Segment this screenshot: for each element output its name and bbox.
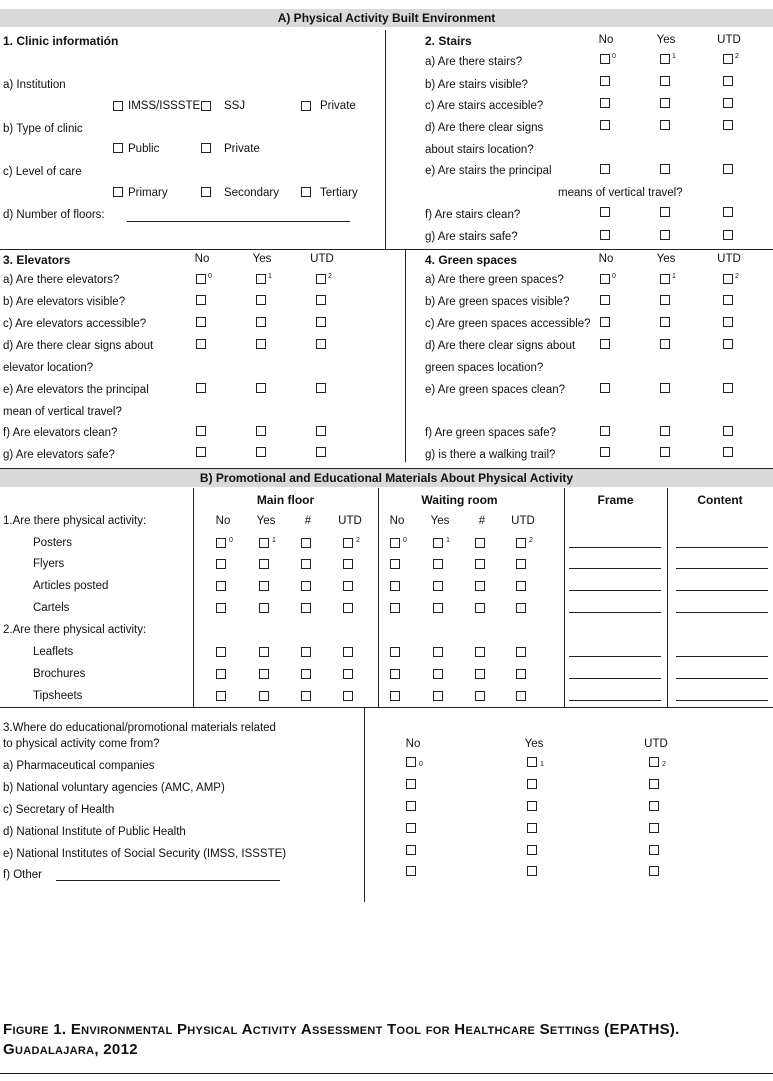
checkbox[interactable] bbox=[433, 581, 443, 591]
response-code: 2 bbox=[328, 273, 332, 280]
item-label: Leaflets bbox=[33, 646, 74, 658]
question-label: elevator location? bbox=[3, 362, 94, 374]
option-label: IMSS/ISSSTE bbox=[128, 100, 201, 112]
checkbox[interactable] bbox=[516, 581, 526, 591]
checkbox[interactable] bbox=[216, 559, 226, 569]
question-label: f) Are elevators clean? bbox=[3, 427, 118, 439]
q3-col-header: UTD bbox=[644, 738, 668, 750]
other-input-line[interactable] bbox=[56, 880, 280, 881]
checkbox[interactable] bbox=[723, 447, 733, 457]
checkbox[interactable] bbox=[113, 101, 123, 111]
checkbox[interactable] bbox=[723, 426, 733, 436]
response-code: 0 bbox=[208, 273, 212, 280]
question-2: 2.Are there physical activity: bbox=[3, 624, 147, 636]
checkbox[interactable] bbox=[660, 274, 670, 284]
checkbox[interactable] bbox=[259, 581, 269, 591]
checkbox[interactable] bbox=[216, 538, 226, 548]
checkbox[interactable] bbox=[316, 274, 326, 284]
divider bbox=[667, 488, 668, 708]
checkbox[interactable] bbox=[475, 538, 485, 548]
content-line[interactable] bbox=[676, 656, 768, 657]
checkbox[interactable] bbox=[301, 101, 311, 111]
response-code: 2 bbox=[529, 537, 533, 544]
checkbox[interactable] bbox=[516, 669, 526, 679]
response-code: 2 bbox=[735, 53, 739, 60]
checkbox[interactable] bbox=[343, 581, 353, 591]
question-label: d) Are there clear signs bbox=[425, 122, 544, 134]
checkbox[interactable] bbox=[527, 801, 537, 811]
frame-line[interactable] bbox=[569, 612, 661, 613]
question-label: g) Are elevators safe? bbox=[3, 449, 115, 461]
item-label: Posters bbox=[33, 537, 72, 549]
checkbox[interactable] bbox=[475, 581, 485, 591]
checkbox[interactable] bbox=[196, 317, 206, 327]
checkbox[interactable] bbox=[600, 120, 610, 130]
checkbox[interactable] bbox=[660, 426, 670, 436]
checkbox[interactable] bbox=[600, 426, 610, 436]
green-col-header: No bbox=[598, 253, 614, 265]
checkbox[interactable] bbox=[216, 647, 226, 657]
sub-col-header: No bbox=[215, 515, 231, 527]
checkbox[interactable] bbox=[390, 603, 400, 613]
checkbox[interactable] bbox=[433, 559, 443, 569]
response-code: 1 bbox=[672, 53, 676, 60]
response-code: 0 bbox=[229, 537, 233, 544]
checkbox[interactable] bbox=[475, 647, 485, 657]
checkbox[interactable] bbox=[316, 339, 326, 349]
checkbox[interactable] bbox=[660, 76, 670, 86]
floors-input-line[interactable] bbox=[127, 221, 350, 222]
frame-header: Frame bbox=[597, 493, 634, 507]
checkbox[interactable] bbox=[600, 447, 610, 457]
elevators-col-header: No bbox=[194, 253, 210, 265]
checkbox[interactable] bbox=[660, 317, 670, 327]
response-code: 1 bbox=[540, 761, 544, 768]
waiting-room-header: Waiting room bbox=[421, 493, 498, 507]
checkbox[interactable] bbox=[113, 143, 123, 153]
checkbox[interactable] bbox=[723, 98, 733, 108]
source-label: c) Secretary of Health bbox=[3, 804, 115, 816]
checkbox[interactable] bbox=[723, 274, 733, 284]
divider bbox=[193, 488, 194, 708]
checkbox[interactable] bbox=[475, 559, 485, 569]
checkbox[interactable] bbox=[516, 538, 526, 548]
checkbox[interactable] bbox=[390, 581, 400, 591]
source-label: d) National Institute of Public Health bbox=[3, 826, 186, 838]
question-3-line2: to physical activity come from? bbox=[3, 738, 160, 750]
checkbox[interactable] bbox=[343, 538, 353, 548]
checkbox[interactable] bbox=[301, 559, 311, 569]
divider bbox=[0, 249, 773, 250]
green-title: 4. Green spaces bbox=[425, 253, 518, 267]
q3-col-header: Yes bbox=[524, 738, 544, 750]
green-col-header: UTD bbox=[717, 253, 741, 265]
checkbox[interactable] bbox=[259, 691, 269, 701]
stairs-col-header: No bbox=[598, 34, 614, 46]
checkbox[interactable] bbox=[723, 76, 733, 86]
response-code: 1 bbox=[672, 273, 676, 280]
green-col-header: Yes bbox=[656, 253, 676, 265]
checkbox[interactable] bbox=[660, 54, 670, 64]
checkbox[interactable] bbox=[600, 76, 610, 86]
main-floor-header: Main floor bbox=[256, 493, 315, 507]
option-label: SSJ bbox=[224, 100, 246, 112]
checkbox[interactable] bbox=[516, 647, 526, 657]
source-label: f) Other bbox=[3, 869, 42, 881]
question-label: e) Are stairs the principal bbox=[425, 165, 552, 177]
question-label: e) Are elevators the principal bbox=[3, 384, 149, 396]
checkbox[interactable] bbox=[723, 207, 733, 217]
checkbox[interactable] bbox=[600, 54, 610, 64]
frame-line[interactable] bbox=[569, 547, 661, 548]
divider bbox=[0, 707, 773, 708]
checkbox[interactable] bbox=[433, 669, 443, 679]
sub-col-header: Yes bbox=[256, 515, 276, 527]
sub-col-header: No bbox=[389, 515, 405, 527]
checkbox[interactable] bbox=[649, 779, 659, 789]
question-label: d) Are there clear signs about bbox=[425, 340, 576, 352]
checkbox[interactable] bbox=[600, 339, 610, 349]
checkbox[interactable] bbox=[649, 845, 659, 855]
sub-col-header: # bbox=[478, 515, 486, 527]
question-label: b) Are green spaces visible? bbox=[425, 296, 570, 308]
response-code: 0 bbox=[403, 537, 407, 544]
frame-line[interactable] bbox=[569, 568, 661, 569]
checkbox[interactable] bbox=[475, 603, 485, 613]
checkbox[interactable] bbox=[201, 143, 211, 153]
section-b-title: B) Promotional and Educational Materials About Physical Activity bbox=[0, 469, 773, 487]
checkbox[interactable] bbox=[660, 339, 670, 349]
checkbox[interactable] bbox=[390, 669, 400, 679]
divider bbox=[564, 488, 565, 708]
checkbox[interactable] bbox=[406, 866, 416, 876]
checkbox[interactable] bbox=[301, 603, 311, 613]
checkbox[interactable] bbox=[600, 383, 610, 393]
checkbox[interactable] bbox=[649, 823, 659, 833]
checkbox[interactable] bbox=[390, 559, 400, 569]
checkbox[interactable] bbox=[660, 120, 670, 130]
checkbox[interactable] bbox=[527, 823, 537, 833]
frame-line[interactable] bbox=[569, 590, 661, 591]
checkbox[interactable] bbox=[723, 383, 733, 393]
checkbox[interactable] bbox=[660, 383, 670, 393]
stairs-col-header: Yes bbox=[656, 34, 676, 46]
institution-label: a) Institution bbox=[3, 79, 66, 91]
checkbox[interactable] bbox=[256, 339, 266, 349]
checkbox[interactable] bbox=[527, 845, 537, 855]
checkbox[interactable] bbox=[256, 426, 266, 436]
checkbox[interactable] bbox=[660, 230, 670, 240]
question-label: b) Are stairs visible? bbox=[425, 79, 528, 91]
response-code: 2 bbox=[356, 537, 360, 544]
question-label: b) Are elevators visible? bbox=[3, 296, 126, 308]
divider bbox=[0, 1073, 773, 1074]
frame-line[interactable] bbox=[569, 700, 661, 701]
checkbox[interactable] bbox=[301, 647, 311, 657]
checkbox[interactable] bbox=[433, 647, 443, 657]
response-code: 0 bbox=[612, 273, 616, 280]
question-label: a) Are there green spaces? bbox=[425, 274, 564, 286]
checkbox[interactable] bbox=[433, 538, 443, 548]
checkbox[interactable] bbox=[196, 383, 206, 393]
checkbox[interactable] bbox=[201, 101, 211, 111]
content-line[interactable] bbox=[676, 547, 768, 548]
question-label: g) is there a walking trail? bbox=[425, 449, 556, 461]
checkbox[interactable] bbox=[259, 559, 269, 569]
checkbox[interactable] bbox=[600, 274, 610, 284]
checkbox[interactable] bbox=[301, 669, 311, 679]
checkbox[interactable] bbox=[723, 230, 733, 240]
question-label: a) Are there stairs? bbox=[425, 56, 523, 68]
checkbox[interactable] bbox=[723, 164, 733, 174]
option-label: Private bbox=[224, 143, 260, 155]
checkbox[interactable] bbox=[406, 779, 416, 789]
divider bbox=[364, 708, 365, 902]
checkbox[interactable] bbox=[406, 845, 416, 855]
checkbox[interactable] bbox=[600, 230, 610, 240]
checkbox[interactable] bbox=[316, 447, 326, 457]
checkbox[interactable] bbox=[527, 757, 537, 767]
checkbox[interactable] bbox=[390, 647, 400, 657]
checkbox[interactable] bbox=[216, 669, 226, 679]
checkbox[interactable] bbox=[256, 317, 266, 327]
checkbox[interactable] bbox=[113, 187, 123, 197]
checkbox[interactable] bbox=[475, 669, 485, 679]
option-label: Secondary bbox=[224, 187, 279, 199]
checkbox[interactable] bbox=[600, 317, 610, 327]
stairs-col-header: UTD bbox=[717, 34, 741, 46]
content-line[interactable] bbox=[676, 568, 768, 569]
checkbox[interactable] bbox=[316, 295, 326, 305]
figure-caption: Figure 1. Environmental Physical Activity Assessment Tool for Healthcare Settings (EPATHS). Guadalajara, 2012 bbox=[3, 1021, 680, 1058]
checkbox[interactable] bbox=[649, 866, 659, 876]
checkbox[interactable] bbox=[196, 426, 206, 436]
question-label: green spaces location? bbox=[425, 362, 544, 374]
checkbox[interactable] bbox=[196, 339, 206, 349]
elevators-col-header: UTD bbox=[310, 253, 334, 265]
checkbox[interactable] bbox=[406, 801, 416, 811]
sub-col-header: # bbox=[304, 515, 312, 527]
checkbox[interactable] bbox=[256, 383, 266, 393]
response-code: 0 bbox=[419, 761, 423, 768]
question-label: c) Are stairs accesible? bbox=[425, 100, 544, 112]
checkbox[interactable] bbox=[259, 669, 269, 679]
clinic-title: 1. Clinic informatión bbox=[3, 34, 119, 48]
frame-line[interactable] bbox=[569, 678, 661, 679]
option-label: Public bbox=[128, 143, 160, 155]
checkbox[interactable] bbox=[723, 120, 733, 130]
checkbox[interactable] bbox=[256, 274, 266, 284]
response-code: 2 bbox=[735, 273, 739, 280]
checkbox[interactable] bbox=[649, 801, 659, 811]
response-code: 1 bbox=[446, 537, 450, 544]
checkbox[interactable] bbox=[600, 164, 610, 174]
checkbox[interactable] bbox=[527, 779, 537, 789]
content-line[interactable] bbox=[676, 700, 768, 701]
checkbox[interactable] bbox=[723, 317, 733, 327]
checkbox[interactable] bbox=[259, 603, 269, 613]
content-header: Content bbox=[697, 493, 743, 507]
checkbox[interactable] bbox=[433, 603, 443, 613]
checkbox[interactable] bbox=[196, 295, 206, 305]
frame-line[interactable] bbox=[569, 656, 661, 657]
checkbox[interactable] bbox=[196, 447, 206, 457]
item-label: Articles posted bbox=[33, 580, 109, 592]
content-line[interactable] bbox=[676, 612, 768, 613]
question-label: e) Are green spaces clean? bbox=[425, 384, 566, 396]
content-line[interactable] bbox=[676, 590, 768, 591]
question-label: d) Are there clear signs about bbox=[3, 340, 154, 352]
checkbox[interactable] bbox=[516, 603, 526, 613]
checkbox[interactable] bbox=[259, 647, 269, 657]
elevators-col-header: Yes bbox=[252, 253, 272, 265]
level-label: c) Level of care bbox=[3, 166, 82, 178]
checkbox[interactable] bbox=[406, 757, 416, 767]
checkbox[interactable] bbox=[316, 383, 326, 393]
item-label: Flyers bbox=[33, 558, 65, 570]
item-label: Tipsheets bbox=[33, 690, 83, 702]
sub-col-header: Yes bbox=[430, 515, 450, 527]
source-label: a) Pharmaceutical companies bbox=[3, 760, 155, 772]
content-line[interactable] bbox=[676, 678, 768, 679]
sub-col-header: UTD bbox=[338, 515, 362, 527]
checkbox[interactable] bbox=[343, 669, 353, 679]
question-label: f) Are green spaces safe? bbox=[425, 427, 557, 439]
checkbox[interactable] bbox=[316, 317, 326, 327]
checkbox[interactable] bbox=[196, 274, 206, 284]
checkbox[interactable] bbox=[475, 691, 485, 701]
option-label: Tertiary bbox=[320, 187, 358, 199]
option-label: Primary bbox=[128, 187, 168, 199]
checkbox[interactable] bbox=[406, 823, 416, 833]
checkbox[interactable] bbox=[390, 538, 400, 548]
checkbox[interactable] bbox=[216, 581, 226, 591]
question-label: c) Are elevators accessible? bbox=[3, 318, 147, 330]
response-code: 0 bbox=[612, 53, 616, 60]
divider bbox=[405, 250, 406, 462]
response-code: 1 bbox=[268, 273, 272, 280]
question-label: about stairs location? bbox=[425, 144, 534, 156]
checkbox[interactable] bbox=[660, 447, 670, 457]
checkbox[interactable] bbox=[301, 581, 311, 591]
section-a-title: A) Physical Activity Built Environment bbox=[0, 9, 773, 27]
checkbox[interactable] bbox=[600, 295, 610, 305]
checkbox[interactable] bbox=[723, 295, 733, 305]
checkbox[interactable] bbox=[527, 866, 537, 876]
checkbox[interactable] bbox=[660, 98, 670, 108]
checkbox[interactable] bbox=[600, 98, 610, 108]
checkbox[interactable] bbox=[343, 691, 353, 701]
checkbox[interactable] bbox=[343, 647, 353, 657]
divider bbox=[385, 30, 386, 249]
question-label: mean of vertical travel? bbox=[3, 406, 122, 418]
checkbox[interactable] bbox=[316, 426, 326, 436]
checkbox[interactable] bbox=[216, 603, 226, 613]
question-label: means of vertical travel? bbox=[558, 187, 683, 199]
elevators-title: 3. Elevators bbox=[3, 253, 71, 267]
checkbox[interactable] bbox=[600, 207, 610, 217]
checkbox[interactable] bbox=[433, 691, 443, 701]
checkbox[interactable] bbox=[201, 187, 211, 197]
stairs-title: 2. Stairs bbox=[425, 34, 472, 48]
divider bbox=[378, 488, 379, 708]
type-label: b) Type of clinic bbox=[3, 123, 83, 135]
question-label: c) Are green spaces accessible? bbox=[425, 318, 591, 330]
source-label: e) National Institutes of Social Security (IMSS, ISSSTE) bbox=[3, 848, 287, 860]
response-code: 1 bbox=[272, 537, 276, 544]
response-code: 2 bbox=[662, 761, 666, 768]
checkbox[interactable] bbox=[216, 691, 226, 701]
checkbox[interactable] bbox=[343, 603, 353, 613]
floors-label: d) Number of floors: bbox=[3, 209, 105, 221]
checkbox[interactable] bbox=[390, 691, 400, 701]
q3-col-header: No bbox=[405, 738, 421, 750]
checkbox[interactable] bbox=[301, 187, 311, 197]
checkbox[interactable] bbox=[256, 295, 266, 305]
checkbox[interactable] bbox=[343, 559, 353, 569]
question-3-line1: 3.Where do educational/promotional materials related bbox=[3, 722, 276, 734]
item-label: Cartels bbox=[33, 602, 70, 614]
checkbox[interactable] bbox=[723, 54, 733, 64]
checkbox[interactable] bbox=[516, 559, 526, 569]
checkbox[interactable] bbox=[516, 691, 526, 701]
checkbox[interactable] bbox=[649, 757, 659, 767]
question-1: 1.Are there physical activity: bbox=[3, 515, 147, 527]
source-label: b) National voluntary agencies (AMC, AMP) bbox=[3, 782, 225, 794]
checkbox[interactable] bbox=[660, 164, 670, 174]
sub-col-header: UTD bbox=[511, 515, 535, 527]
question-label: a) Are there elevators? bbox=[3, 274, 120, 286]
checkbox[interactable] bbox=[256, 447, 266, 457]
question-label: f) Are stairs clean? bbox=[425, 209, 521, 221]
item-label: Brochures bbox=[33, 668, 86, 680]
question-label: g) Are stairs safe? bbox=[425, 231, 518, 243]
checkbox[interactable] bbox=[660, 207, 670, 217]
divider bbox=[0, 468, 773, 469]
checkbox[interactable] bbox=[301, 691, 311, 701]
checkbox[interactable] bbox=[723, 339, 733, 349]
checkbox[interactable] bbox=[259, 538, 269, 548]
option-label: Private bbox=[320, 100, 356, 112]
checkbox[interactable] bbox=[660, 295, 670, 305]
checkbox[interactable] bbox=[301, 538, 311, 548]
